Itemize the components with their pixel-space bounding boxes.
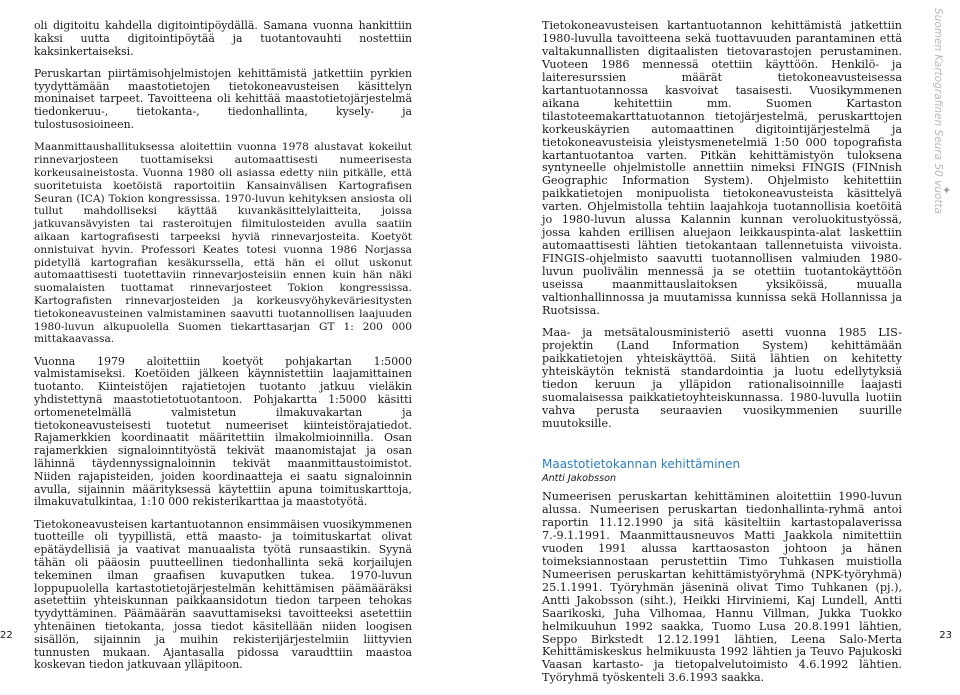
body-paragraph: Numeerisen peruskartan kehittäminen aloitettiin 1990-luvun alussa. Numeerisen peruskartan tiedonhallinta-ryhmä antoi raportin 11.12.1990 ja sitä käsiteltiin kartastopalaverissa 7.-9.1.1991. Maanmittausneuvos Matti Jaakkola nimitettiin vuoden 1991 alussa karttaosaston johtoon ja hänen toimeksiannostaan perustettiin Timo Tuhkasen muistiolla Numeerisen peruskartan kehittämistyöryhmä (NPK-työryhmä) 25.1.1991. Työryhmän jäseninä olivat Timo Tuhkanen (pj.), Antti Jakobsson (siht.), Heikki Hirviniemi, Kaj Lundell, Antti Saarikoski, Juha Vilhomaa, Hannu Villman, Jukka Tuokko helmikuuhun 1992 saakka, Tuomo Lusa 20.8.1991 lähtien, Seppo Birkstedt 12.12.1991 lähtien, Leena Salo-Merta Kehittämiskeskus helmikuusta 1992 lähtien ja Teuvo Pajukoski Vaasan kartasto- ja tietopalvelutoimisto 4.6.1992 lähtien. Työryhmä työskenteli 3.6.1993 saakka.: [542, 490, 902, 685]
running-head-text: Suomen Kartografinen Seura 50 vuotta: [932, 8, 944, 215]
page-number-left: 22: [0, 630, 13, 641]
right-text-column: [542, 20, 902, 695]
page-number-right: 23: [939, 630, 952, 641]
body-paragraph: Tietokoneavusteisen kartantuotannon ensimmäisen vuosikymmenen tuotteille oli tyypillistä, että maasto- ja toimituskartat olivat epätäydellisiä ja vaativat manuaalista työtä runsaastikin. Syynä tähän oli pääosin puutteellinen tiedonhallinta sekä korjailujen tekeminen ilman graafisen kuvaputken tukea. 1970-luvun loppupuolella kartastotietojärjestelmän kehittämisen päämääräksi asetettiin yhteiskunnan paikkaansidotun tiedon tarpeen tehokas tyydyttäminen. Päämäärän saavuttamiseksi tavoitteeksi asetettiin yhtenäinen tietokanta, jossa tiedot käsitellään niiden loogisen sisällön, sijainnin ja muihin rekisterijärjestelmiin liittyvien tunnusten mukaan. Ajantasalla pidossa varaudttiin maastoa koskevan tiedon jatkuvaan ylläpitoon.: [34, 517, 412, 672]
running-head: [926, 8, 956, 248]
body-paragraph: Tietokoneavusteisen kartantuotannon kehittämistä jatkettiin 1980-luvulla tavoitteena sekä tuottavuuden parantaminen että valtakunnallisten digitaalisten tietovarastojen perustaminen. Vuoteen 1986 mennessä otettiin käyttöön. Henkilö- ja laiteresurssien määrät tietokoneavusteisessa kartantuotannossa kasvoivat tasaisesti. Vuosikymmenen aikana kehitettiin mm. Suomen Kartaston tilastoteemakarttatuotannon tietojärjestelmä, peruskarttojen korkeuskäyrien automaattinen digitointijärjestelmä ja tietokoneavusteisia yleistysmenetelmiä 1:50 000 topografista kartantuotantoa varten. Pitkän kehittämistyön tuloksena syntyneelle ohjelmistolle annettiin nimeksi FINGIS (FINnish Geographic Information System). Ohjelmisto kehitettiin paikkatietojen monipuolista tietokoneavusteista käsittelyä varten. Ohjelmistolla tehtiin laajahkoja tuotannollisia koetöitä jo 1980-luvun alussa Kalannin kunnan veroluokitustyössä, jossa kahden erillisen aluejaon leikkauspinta-alat laskettiin automaattisesti lähtien tietokantaan tallennetuista viivoista. FINGIS-ohjelmisto saavutti tuotannollisen valmiuden 1980-luvun puolivälin mennessä ja se otettiin tuotantokäyttöön useissa maanmittauslaitoksen yksiköissä, muualla valtionhallinnossa ja muutamissa kunnissa sekä Hollannissa ja Ruotsissa.: [542, 19, 902, 317]
left-text-column: [34, 20, 412, 682]
body-paragraph: Maanmittaushallituksessa aloitettiin vuonna 1978 alustavat kokeilut rinnevarjosteen tuottamiseksi automaattisesti numeerisesta korkeusaineistosta. Vuonna 1980 oli asiassa edetty niin pitkälle, että suoritetuista koetöistä raportoitiin Kansainvälisen Kartografisen Seuran (ICA) Tokion kongressissa. 1970-luvun kehityksen ansiosta oli tullut mahdolliseksi käyttää kuvankäsittelylaitteita, joissa jatkuvansävyisten tai rasteroitujen filmitulosteiden avulla saatiin aikaan kartografisesti tarpeeksi hyviä rinnevarjosteita. Koetyöt onnistuivat hyvin. Professori Keates totesi vuonna 1986 Norjassa pidetyllä kartografian kesäkurssella, että hän ei ollut uskonut automaattisesti tuotettaviin rinnevarjosteisiin ennen kuin hän näki suomalaisten tuottamat rinnevarjosteet Tokion kongressissa. Kartografisten rinnevarjosteiden ja korkeusvyöhykeväriesitysten tietokoneavusteinen valmistaminen saavutti tuotannollisen laajuuden 1980-luvun alkupuolella Suomen tiekarttasarjan GT 1: 200 000 mittakaavassa.: [34, 141, 412, 346]
body-paragraph: Peruskartan piirtämisohjelmistojen kehittämistä jatkettiin pyrkien tyydyttämään maastotietojen tietokoneavusteisen käsittelyn moninaiset tarpeet. Tavoitteena oli kehittää maastotietojärjestelmä tiedonkeruu-, tietokanta-, tiedonhallinta, kysely- ja tulostusosioineen.: [34, 66, 412, 132]
section-title: Maastotietokannan kehittäminen: [542, 457, 741, 472]
left-page: [0, 0, 480, 672]
body-paragraph: oli digitoitu kahdella digitointipöydällä. Samana vuonna hankittiin kaksi uutta digitointipöytää ja tuotantovauhti nostettiin kaksinkertaiseksi.: [34, 19, 412, 58]
author-byline: Antti Jakobsson: [542, 473, 617, 485]
body-paragraph: Maa- ja metsätalousministeriö asetti vuonna 1985 LIS-projektin (Land Information System) kehittämään paikkatietojen yhteiskäyttöä. Siitä lähtien on kehitetty yhteiskäytön teknistä standardointia ja luotu edellytyksiä tiedon keruun ja ylläpidon rationalisoinnille laajasti suomalaisessa paikkatietoyhteiskunnassa. 1980-luvulla luotiin vahva perusta seuraavien vuosikymmenien suurille muutoksille.: [542, 326, 902, 431]
right-page: [480, 0, 960, 685]
body-paragraph: Vuonna 1979 aloitettiin koetyöt pohjakartan 1:5000 valmistamiseksi. Koetöiden jälkeen käynnistettiin laajamittainen tuotanto. Kiinteistöjen rajatietojen tuotanto jatkuu vieläkin yhdistettynä maastotietotuotantoon. Pohjakartta 1:5000 käsitti ortomenetelmällä valmistetun ilmakuvakartan ja tietokoneavusteisesti tuotetut numeeriset kiinteistörajatiedot. Rajamerkkien koordinaatit määritettiin ilmakolmioinnilla. Osan rajamerkkien signaloinntityöstä tekivät maanomistajat ja osan lähinnä täydennyssignaloinnin tekivät maanmittaustoimistot. Niiden rajapisteiden, joiden koordinaatteja ei saatu signaloinnin avulla, sijainnin määrityksessä käytettiin apuna toimituskarttoja, ilmakuvatulkintaa, 1:10 000 rekisterikarttaa ja maastotyötä.: [34, 354, 412, 509]
ornament-icon: ✦: [942, 184, 952, 197]
